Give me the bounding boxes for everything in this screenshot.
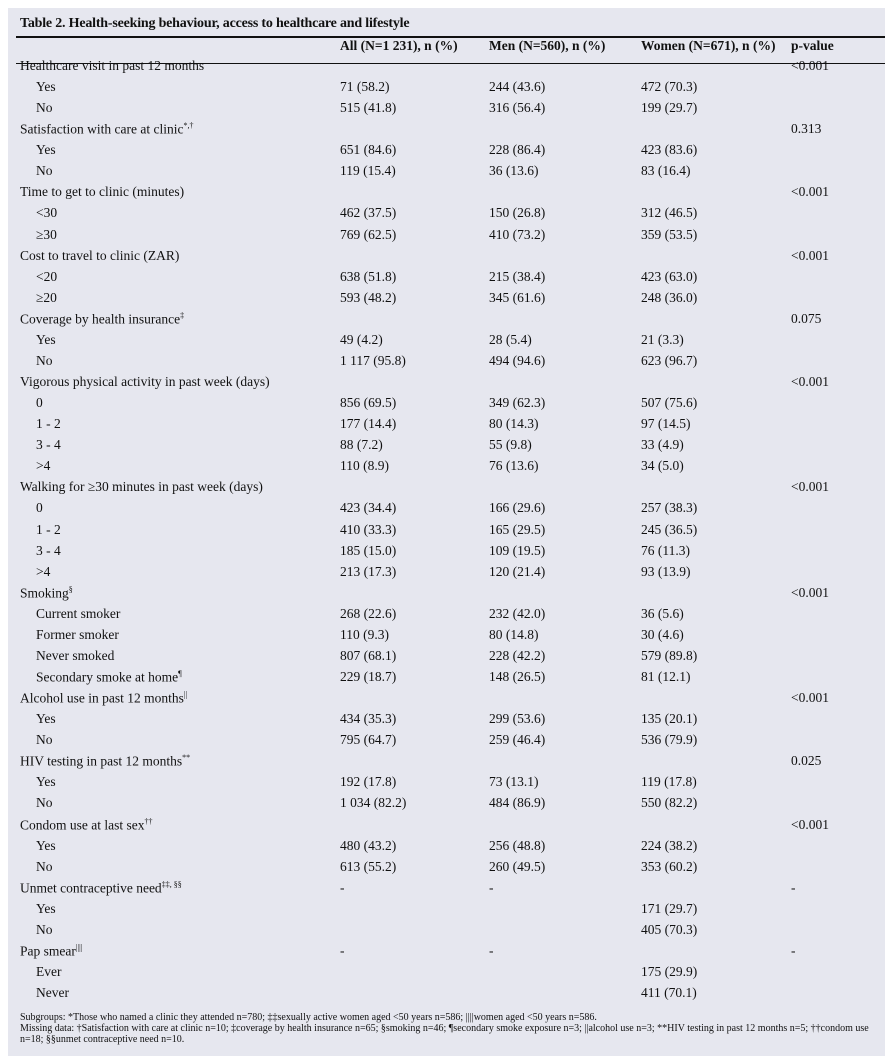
cell-men: 259 (46.4) (489, 732, 546, 748)
cell-women: 312 (46.5) (641, 205, 698, 221)
table-row (8, 732, 885, 753)
row-label: 0 (36, 395, 43, 411)
cell-men: - (489, 942, 494, 958)
cell-men: 55 (9.8) (489, 437, 532, 453)
cell-all: 185 (15.0) (340, 542, 397, 558)
cell-men: 316 (56.4) (489, 100, 546, 116)
table-row (8, 142, 885, 163)
table-row (8, 606, 885, 627)
cell-women: 93 (13.9) (641, 563, 691, 579)
cell-p-value: 0.075 (791, 310, 822, 326)
row-label: >4 (36, 563, 51, 579)
row-label: No (36, 858, 53, 874)
row-label: <30 (36, 205, 58, 221)
table-row (8, 795, 885, 816)
cell-women: 359 (53.5) (641, 226, 698, 242)
cell-all: 1 034 (82.2) (340, 795, 407, 811)
cell-all: 462 (37.5) (340, 205, 397, 221)
cell-men: 260 (49.5) (489, 858, 546, 874)
cell-men: 120 (21.4) (489, 563, 546, 579)
row-label: Condom use at last sex†† (20, 816, 153, 833)
row-label: 3 - 4 (36, 542, 61, 558)
cell-men: 76 (13.6) (489, 458, 539, 474)
footnote-marker: ¶ (178, 669, 182, 679)
row-label: Cost to travel to clinic (ZAR) (20, 247, 180, 263)
cell-women: 135 (20.1) (641, 711, 698, 727)
cell-women: 579 (89.8) (641, 647, 698, 663)
row-label: Alcohol use in past 12 months|| (20, 690, 188, 706)
cell-women: 21 (3.3) (641, 331, 684, 347)
cell-men: 484 (86.9) (489, 795, 546, 811)
row-label: No (36, 732, 53, 748)
row-label: Yes (36, 711, 56, 727)
table-section-row (8, 585, 885, 606)
cell-men: 228 (86.4) (489, 142, 546, 158)
footnote-marker: *,† (183, 121, 194, 131)
table-row (8, 437, 885, 458)
table-row (8, 332, 885, 353)
footnote-marker: ‡ (180, 310, 185, 320)
cell-p-value: <0.001 (791, 247, 829, 263)
cell-men: 150 (26.8) (489, 205, 546, 221)
cell-women: 199 (29.7) (641, 100, 698, 116)
row-label: Yes (36, 774, 56, 790)
cell-women: 257 (38.3) (641, 500, 698, 516)
cell-all: 119 (15.4) (340, 163, 396, 179)
cell-all: 1 117 (95.8) (340, 352, 406, 368)
cell-all: 213 (17.3) (340, 563, 397, 579)
cell-women: 245 (36.5) (641, 521, 698, 537)
cell-men: 28 (5.4) (489, 331, 532, 347)
cell-women: 83 (16.4) (641, 163, 691, 179)
row-label: No (36, 921, 53, 937)
row-label: ≥20 (36, 289, 57, 305)
cell-all: 192 (17.8) (340, 774, 397, 790)
table-row (8, 964, 885, 985)
row-label: Former smoker (36, 626, 119, 642)
cell-all: 434 (35.3) (340, 711, 397, 727)
row-label: No (36, 352, 53, 368)
table-row (8, 100, 885, 121)
cell-men: 410 (73.2) (489, 226, 546, 242)
cell-p-value: <0.001 (791, 58, 829, 73)
table-title: Table 2. Health-seeking behaviour, access to healthcare and lifestyle (20, 16, 410, 31)
cell-men: 215 (38.4) (489, 268, 546, 284)
row-label: 3 - 4 (36, 437, 61, 453)
table-row (8, 838, 885, 859)
cell-men: 80 (14.8) (489, 626, 539, 642)
cell-all: 88 (7.2) (340, 437, 383, 453)
table-row (8, 543, 885, 564)
cell-men: 244 (43.6) (489, 79, 546, 95)
table-row (8, 648, 885, 669)
row-label: Yes (36, 331, 56, 347)
row-label: No (36, 795, 53, 811)
table-section-row (8, 58, 885, 79)
cell-all: 177 (14.4) (340, 416, 397, 432)
table-section-row (8, 880, 885, 901)
cell-women: 119 (17.8) (641, 774, 697, 790)
cell-all: 593 (48.2) (340, 289, 397, 305)
table-section-row (8, 311, 885, 332)
row-label: Secondary smoke at home¶ (36, 669, 182, 685)
cell-women: 423 (83.6) (641, 142, 698, 158)
cell-women: 97 (14.5) (641, 416, 691, 432)
cell-men: 80 (14.3) (489, 416, 539, 432)
row-label: HIV testing in past 12 months** (20, 753, 191, 769)
cell-men: 165 (29.5) (489, 521, 546, 537)
cell-p-value: 0.025 (791, 753, 822, 769)
cell-all: - (340, 942, 345, 958)
table-row (8, 416, 885, 437)
table-row (8, 290, 885, 311)
cell-men: 109 (19.5) (489, 542, 546, 558)
cell-p-value: - (791, 879, 796, 895)
row-label: Walking for ≥30 minutes in past week (days) (20, 479, 263, 495)
row-label: Yes (36, 142, 56, 158)
cell-p-value: - (791, 942, 796, 958)
cell-women: 411 (70.1) (641, 985, 697, 1001)
table-row (8, 227, 885, 248)
table-row (8, 985, 885, 1006)
row-label: Never smoked (36, 647, 115, 663)
cell-men: - (489, 879, 494, 895)
table-row (8, 395, 885, 416)
row-label: Smoking§ (20, 584, 73, 601)
cell-men: 73 (13.1) (489, 774, 539, 790)
cell-women: 248 (36.0) (641, 289, 698, 305)
cell-women: 507 (75.6) (641, 395, 698, 411)
table-row (8, 922, 885, 943)
row-label: 1 - 2 (36, 416, 61, 432)
row-label: Ever (36, 964, 62, 979)
row-label: 1 - 2 (36, 521, 61, 537)
cell-men: 494 (94.6) (489, 352, 546, 368)
cell-women: 623 (96.7) (641, 352, 698, 368)
cell-women: 550 (82.2) (641, 795, 698, 811)
table-row (8, 205, 885, 226)
footnote-missing-data: Missing data: †Satisfaction with care at clinic n=10; ‡coverage by health insurance n=65; §smoking n=46; ¶secondary smoke exposure n=3; ||alcohol use n=3; **HIV testing in past 12 months n=5; ††condom use n=18; §§unmet contraceptive need n=10. (20, 1023, 869, 1045)
cell-women: 175 (29.9) (641, 964, 698, 979)
cell-p-value: <0.001 (791, 816, 829, 832)
cell-women: 81 (12.1) (641, 669, 691, 685)
row-label: Current smoker (36, 605, 121, 621)
row-label: Coverage by health insurance‡ (20, 310, 185, 327)
table-footnotes (20, 1012, 890, 1045)
cell-p-value: <0.001 (791, 690, 829, 706)
cell-men: 232 (42.0) (489, 605, 546, 621)
header-p-value: p-value (791, 38, 834, 53)
cell-women: 76 (11.3) (641, 542, 690, 558)
cell-women: 36 (5.6) (641, 605, 684, 621)
cell-all: 856 (69.5) (340, 395, 397, 411)
cell-all: - (340, 879, 345, 895)
cell-all: 71 (58.2) (340, 79, 390, 95)
row-label: Yes (36, 79, 56, 95)
row-label: Time to get to clinic (minutes) (20, 184, 185, 200)
cell-all: 651 (84.6) (340, 142, 397, 158)
cell-p-value: <0.001 (791, 584, 829, 600)
table-row (8, 458, 885, 479)
cell-all: 423 (34.4) (340, 500, 397, 516)
cell-men: 228 (42.2) (489, 647, 546, 663)
cell-all: 268 (22.6) (340, 605, 397, 621)
cell-all: 613 (55.2) (340, 858, 397, 874)
table-row (8, 522, 885, 543)
row-label: Yes (36, 900, 56, 916)
table-section-row (8, 753, 885, 774)
row-label: No (36, 100, 53, 116)
cell-men: 36 (13.6) (489, 163, 539, 179)
table-section-row (8, 248, 885, 269)
table-section-row (8, 690, 885, 711)
cell-p-value: <0.001 (791, 374, 829, 390)
cell-women: 405 (70.3) (641, 921, 698, 937)
table-row (8, 269, 885, 290)
table-section-row (8, 479, 885, 500)
cell-men: 148 (26.5) (489, 669, 546, 685)
row-label: >4 (36, 458, 51, 474)
row-label: Satisfaction with care at clinic*,† (20, 121, 194, 137)
cell-all: 769 (62.5) (340, 226, 397, 242)
cell-men: 345 (61.6) (489, 289, 546, 305)
row-label: Vigorous physical activity in past week (days) (20, 374, 270, 390)
cell-all: 110 (8.9) (340, 458, 389, 474)
table-row (8, 500, 885, 521)
cell-all: 229 (18.7) (340, 669, 397, 685)
cell-women: 353 (60.2) (641, 858, 698, 874)
header-men: Men (N=560), n (%) (489, 38, 606, 53)
table-section-row (8, 121, 885, 142)
table-row (8, 859, 885, 880)
footnote-marker: § (68, 584, 73, 594)
table-row (8, 774, 885, 795)
footnote-marker: |||| (75, 942, 83, 952)
footnote-marker: ‡‡, §§ (161, 879, 182, 889)
table-row (8, 711, 885, 732)
row-label: 0 (36, 500, 43, 516)
row-label: Healthcare visit in past 12 months (20, 58, 205, 73)
cell-women: 33 (4.9) (641, 437, 684, 453)
table-section-row (8, 374, 885, 395)
cell-all: 480 (43.2) (340, 837, 397, 853)
cell-women: 536 (79.9) (641, 732, 698, 748)
row-label: Never (36, 985, 69, 1001)
table-row (8, 163, 885, 184)
footnote-marker: †† (144, 816, 153, 826)
table-row (8, 669, 885, 690)
cell-women: 423 (63.0) (641, 268, 698, 284)
cell-men: 299 (53.6) (489, 711, 546, 727)
row-label: <20 (36, 268, 58, 284)
cell-men: 256 (48.8) (489, 837, 546, 853)
table-container (8, 8, 885, 1056)
table-row (8, 79, 885, 100)
header-women: Women (N=671), n (%) (641, 38, 776, 53)
table-row (8, 901, 885, 922)
cell-all: 49 (4.2) (340, 331, 383, 347)
footnote-marker: || (183, 690, 188, 700)
row-label: Yes (36, 837, 56, 853)
cell-all: 795 (64.7) (340, 732, 397, 748)
cell-women: 472 (70.3) (641, 79, 698, 95)
cell-men: 166 (29.6) (489, 500, 546, 516)
cell-all: 515 (41.8) (340, 100, 397, 116)
row-label: No (36, 163, 53, 179)
cell-men: 349 (62.3) (489, 395, 546, 411)
table-section-row (8, 184, 885, 205)
cell-p-value: <0.001 (791, 479, 829, 495)
cell-women: 224 (38.2) (641, 837, 698, 853)
table-row (8, 627, 885, 648)
cell-all: 807 (68.1) (340, 647, 397, 663)
row-label: Pap smear|||| (20, 942, 83, 959)
row-label: Unmet contraceptive need‡‡, §§ (20, 879, 182, 896)
footnote-marker: ** (182, 753, 191, 763)
cell-p-value: <0.001 (791, 184, 829, 200)
table-section-row (8, 817, 885, 838)
cell-women: 171 (29.7) (641, 900, 698, 916)
cell-all: 410 (33.3) (340, 521, 397, 537)
table-section-row (8, 943, 885, 964)
footnote-subgroups: Subgroups: *Those who named a clinic they attended n=780; ‡‡sexually active women aged <50 years n=586; ||||women aged <50 years n=586. (20, 1012, 597, 1023)
cell-women: 30 (4.6) (641, 626, 684, 642)
cell-p-value: 0.313 (791, 121, 822, 137)
cell-all: 110 (9.3) (340, 626, 389, 642)
row-label: ≥30 (36, 226, 57, 242)
table-row (8, 564, 885, 585)
cell-all: 638 (51.8) (340, 268, 397, 284)
table-row (8, 353, 885, 374)
cell-women: 34 (5.0) (641, 458, 684, 474)
header-all: All (N=1 231), n (%) (340, 38, 458, 53)
